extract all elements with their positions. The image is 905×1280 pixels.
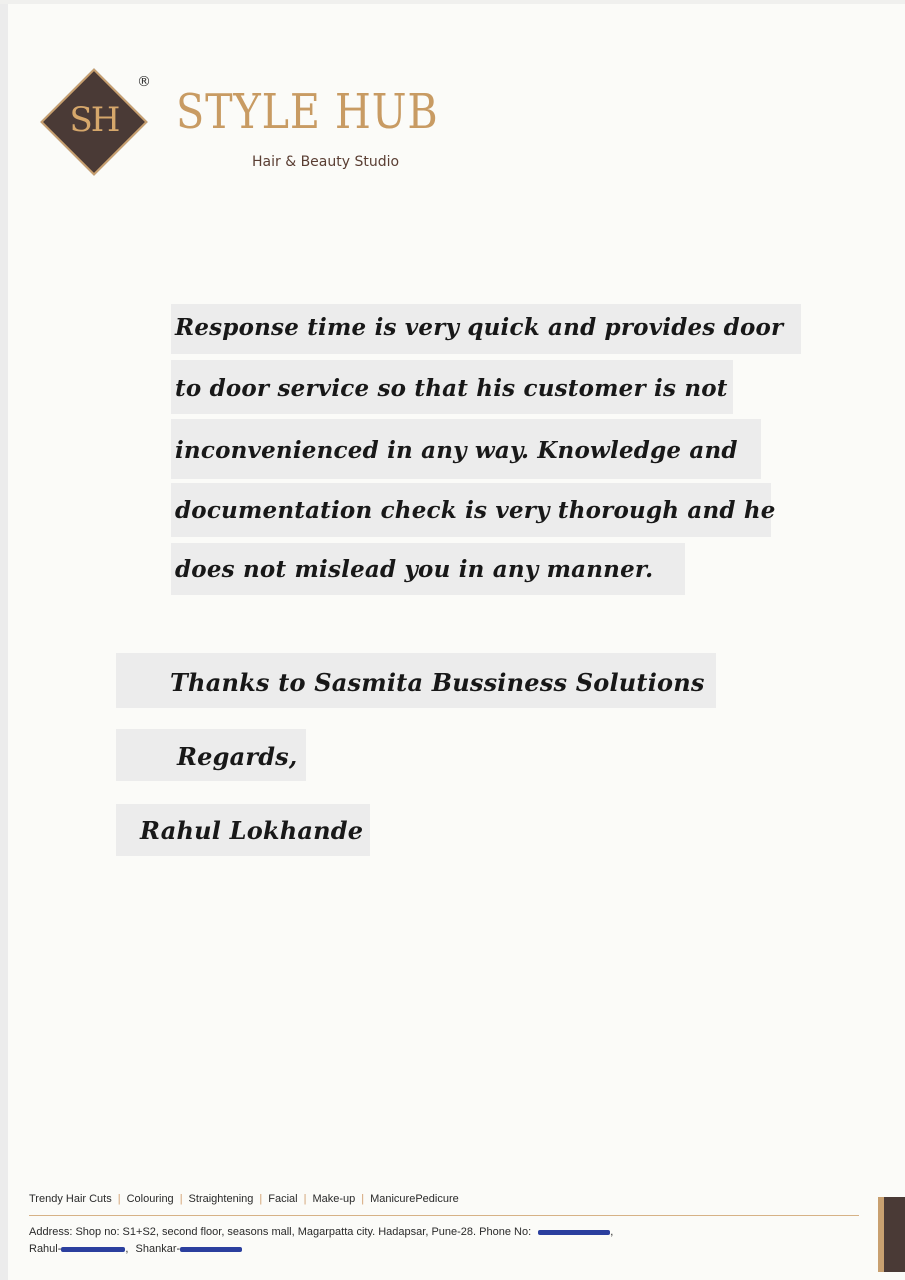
service-separator: |: [259, 1193, 263, 1205]
redacted-phone: [538, 1230, 610, 1235]
thanks-line: Thanks to Sasmita Bussiness Solutions: [170, 668, 705, 697]
service-item: Colouring: [126, 1193, 174, 1205]
footer-divider: [29, 1215, 859, 1216]
contact-separator: ,: [125, 1243, 129, 1255]
service-item: Straightening: [188, 1193, 254, 1205]
letter-line: to door service so that his customer is not: [175, 375, 728, 402]
service-separator: |: [179, 1193, 183, 1205]
closing-line: Regards,: [177, 742, 298, 771]
brand-tagline: Hair & Beauty Studio: [252, 154, 400, 170]
service-separator: |: [117, 1193, 121, 1205]
address-line: [29, 1226, 613, 1238]
letter-line: does not mislead you in any manner.: [175, 556, 654, 583]
letter-line: inconvenienced in any way. Knowledge and: [175, 437, 738, 464]
address-end: ,: [610, 1226, 614, 1238]
scan-edge: [0, 0, 8, 1280]
letter-line: documentation check is very thorough and he: [175, 497, 776, 524]
redacted-phone: [61, 1247, 125, 1252]
service-item: Trendy Hair Cuts: [29, 1193, 112, 1205]
services-list: [29, 1193, 459, 1205]
scan-edge-top: [0, 0, 905, 4]
brand-name: STYLE HUB: [176, 84, 439, 140]
logo-initials: SH: [69, 100, 119, 140]
letter-line: Response time is very quick and provides door: [175, 314, 784, 341]
service-separator: |: [303, 1193, 307, 1205]
service-separator: |: [361, 1193, 365, 1205]
decorative-bar: [884, 1197, 905, 1272]
signature: Rahul Lokhande: [140, 816, 364, 845]
contact-name: Shankar-: [135, 1243, 181, 1255]
service-item: Make-up: [312, 1193, 356, 1205]
service-item: ManicurePedicure: [370, 1193, 459, 1205]
contact-name: Rahul-: [29, 1243, 62, 1255]
contacts-line: [29, 1243, 242, 1255]
address-text: Address: Shop no: S1+S2, second floor, seasons mall, Magarpatta city. Hadapsar, Pune-28. Phone No:: [29, 1226, 532, 1238]
registered-mark: ®: [137, 74, 151, 90]
redacted-phone: [180, 1247, 242, 1252]
service-item: Facial: [268, 1193, 298, 1205]
